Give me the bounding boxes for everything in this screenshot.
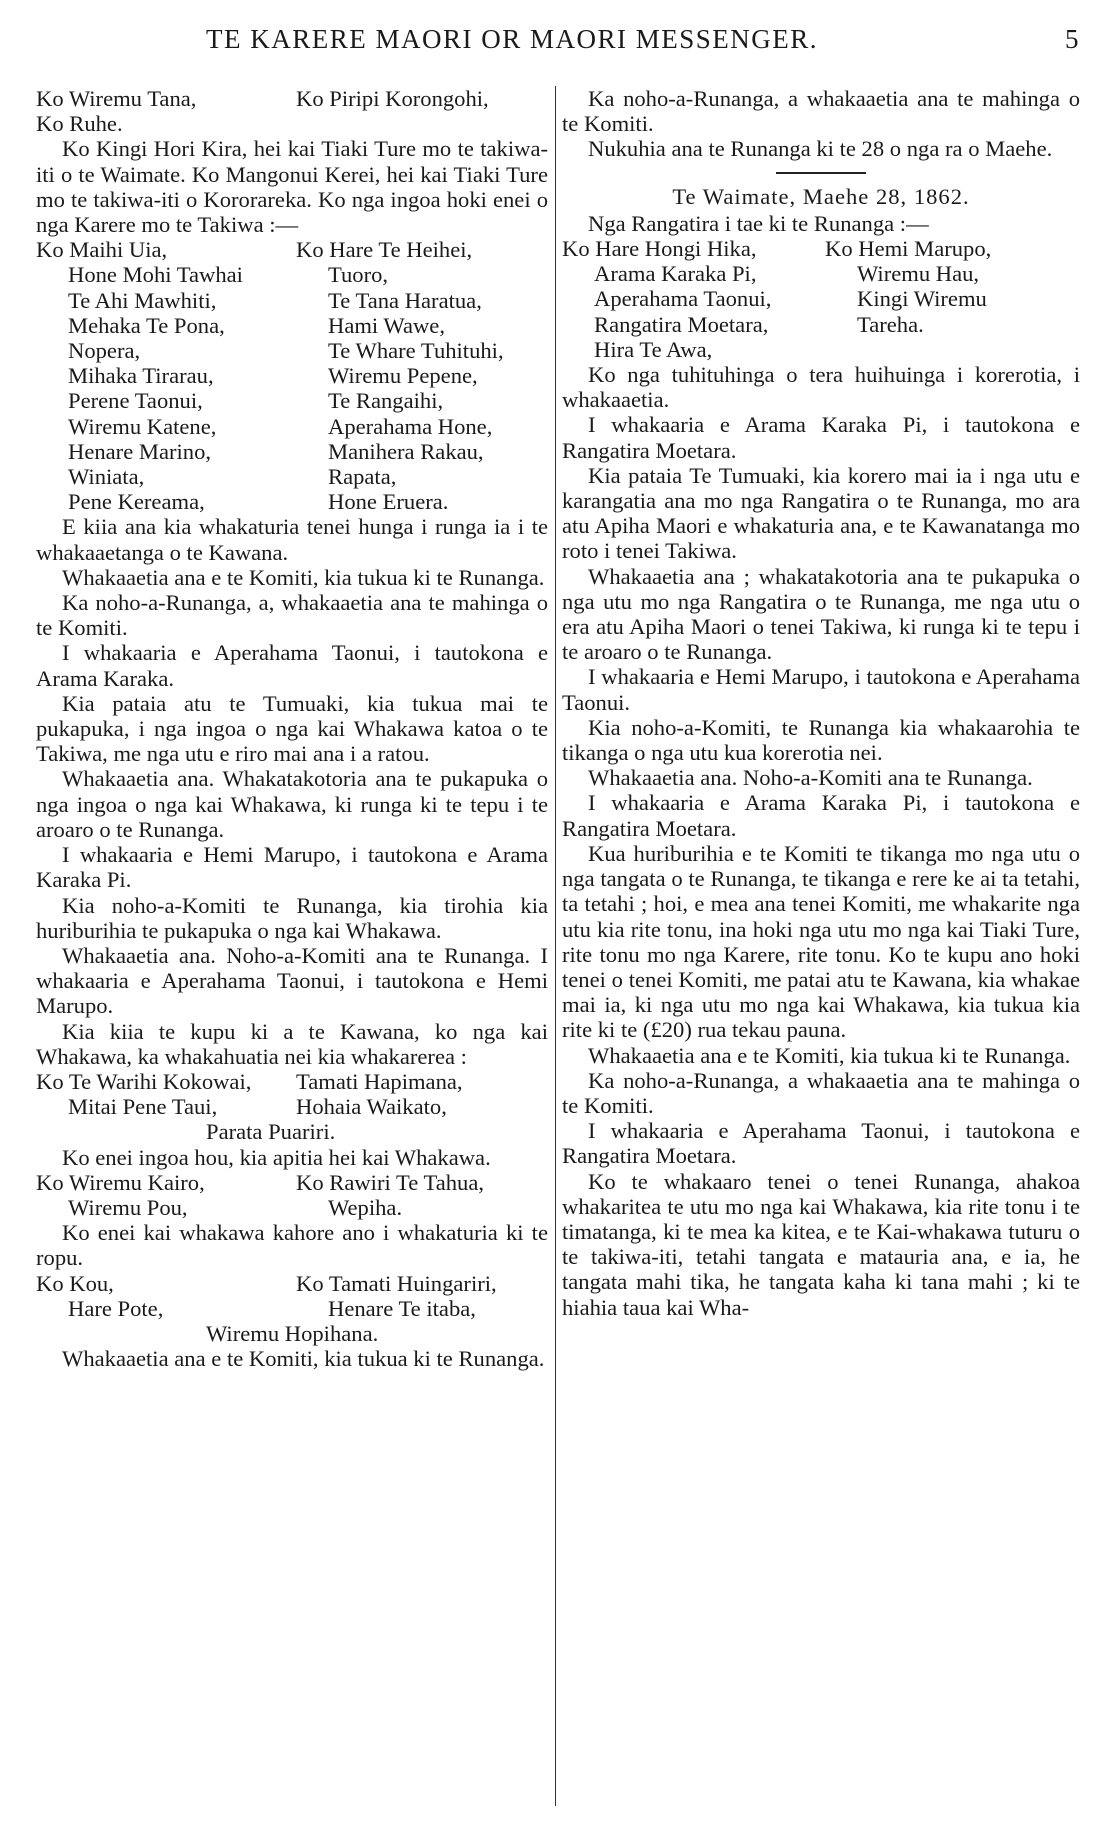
paragraph: Kua huriburihia e te Komiti te tikanga mo nga utu o nga tangata o te Runanga, te tikanga e rere ke ai ta tetahi, ta tetahi ; hoi, e mea ana tenei Komiti, me whakarite nga utu kia rite tonu, ina hoki nga utu mo nga kai Tiaki Ture, rite tonu mo nga Karere, rite tonu. Ko te kupu ano hoki tenei o tenei Komiti, me patai atu te Kawana, kia whakae mai ia, ki nga utu mo nga kai Whakawa, kia tukua kia rite ki te (£20) rua tekau pauna. [562,840,1080,1043]
paragraph: Kia noho-a-Komiti, te Runanga kia whakaarohia te tikanga o nga utu kua korerotia nei. [562,714,1080,766]
paragraph: I whakaaria e Arama Karaka Pi, i tautokona e Rangatira Moetara. [562,790,1080,841]
list-item: Ko Rawiri Te Tahua, [296,1169,485,1195]
running-header [36,24,1080,64]
paragraph: I whakaaria e Arama Karaka Pi, i tautokona e Rangatira Moetara. [562,412,1080,463]
list-item: Manihera Rakau, [328,438,484,464]
list-item: Te Rangaihi, [328,388,444,414]
list-item: Ko Hare Hongi Hika, [562,236,757,262]
list-item: Ko Hemi Marupo, [825,236,992,262]
list-item: Ko Wiremu Kairo, [36,1169,205,1195]
paragraph: Whakaaetia ana e te Komiti, kia tukua ki te Runanga. [62,1346,545,1372]
list-item: Ko Wiremu Tana, [36,86,197,111]
list-item: Hare Pote, [68,1295,164,1321]
paragraph: Ka noho-a-Runanga, a whakaaetia ana te mahinga o te Komiti. [562,1067,1080,1118]
list-item: Hira Te Awa, [594,336,713,362]
list-item: Wiremu Pepene, [328,363,478,389]
karere-names-list [36,237,548,514]
paragraph: Ka noho-a-Runanga, a, whakaaetia ana te mahinga o te Komiti. [36,590,548,641]
list-item: Ko Maihi Uia, [36,237,168,263]
list-item: Wepiha. [328,1194,403,1220]
paragraph: Kia noho-a-Komiti te Runanga, kia tirohia kia huriburihia te pukapuka o nga kai Whakawa. [36,892,548,943]
list-item: Pene Kereama, [68,489,205,515]
paragraph: E kiia ana kia whakaturia tenei hunga i runga ia i te whakaaetanga o te Kawana. [36,514,548,565]
paragraph: Whakaaetia ana ; whakatakotoria ana te pukapuka o nga utu mo nga Rangatira o te Runanga, me nga utu o era atu Apiha Maori o tenei Takiwa, ki runga ki te tepu i te aroaro o te Runanga. [562,563,1080,665]
paragraph: Ka noho-a-Runanga, a whakaaetia ana te mahinga o te Komiti. [562,86,1080,137]
list-item: Hone Mohi Tawhai [68,262,243,288]
paragraph: Nga Rangatira i tae ki te Runanga :— [588,210,929,236]
list-item: Tareha. [857,311,924,337]
list-item: Parata Puariri. [206,1119,336,1145]
list-item: Ko Ruhe. [36,111,123,137]
unappointed-judges-list [36,1271,548,1321]
paragraph: Whakaaetia ana e te Komiti, kia tukua ki te Runanga. [588,1042,1071,1068]
list-item: Ko Kou, [36,1270,114,1296]
paragraph: Whakaaetia ana e te Komiti, kia tukua ki te Runanga. [62,564,545,590]
list-item: Perene Taonui, [68,388,203,414]
list-item: Aperahama Hone, [328,413,493,439]
list-item: Nopera, [68,338,141,364]
paragraph: I whakaaria e Aperahama Taonui, i tautokona e Rangatira Moetara. [562,1118,1080,1169]
list-item: Wiremu Katene, [68,413,217,439]
list-item: Tuoro, [328,262,389,288]
attendees-list [562,236,1080,337]
paragraph: Ko te whakaaro tenei o tenei Runanga, ahakoa whakaritea te utu mo nga kai Whakawa, kia rite tonu i te timatanga, ki te mea ka kitea, e te Kai-whakawa tuturu o te takiwa-iti, tetahi tangata e matauria ana, e ia, he tangata mahi tika, he tangata kaha ki tana mahi ; ki te hiahia taua kai Wha- [562,1168,1080,1320]
paragraph: Nukuhia ana te Runanga ki te 28 o nga ra o Maehe. [588,136,1053,162]
paragraph: Ko enei ingoa hou, kia apitia hei kai Whakawa. [62,1144,491,1170]
list-item: Wiremu Pou, [68,1194,188,1220]
list-item: Ko Te Warihi Kokowai, [36,1068,252,1094]
paragraph: Whakaaetia ana. Noho-a-Komiti ana te Runanga. [588,765,1033,791]
list-item: Te Ahi Mawhiti, [68,287,217,313]
section-divider [776,172,866,174]
list-item: Rangatira Moetara, [594,311,769,337]
paragraph: Kia pataia Te Tumuaki, kia korero mai ia i nga utu e karangatia ana mo nga Rangatira o te Runanga, mo ara atu Apiha Maori e whakaturia ana, e te Kawanatanga mo roto i tenei Takiwa. [562,462,1080,564]
paragraph: I whakaaria e Hemi Marupo, i tautokona e Aperahama Taonui. [562,664,1080,715]
paragraph: Ko Kingi Hori Kira, hei kai Tiaki Ture mo te takiwa-iti o te Waimate. Ko Mangonui Kerei, hei kai Tiaki Ture mo te takiwa-iti o Kororareka. Ko nga ingoa hoki enei o nga Karere mo te Takiwa :— [36,136,548,238]
paragraph: Whakaaetia ana. Noho-a-Komiti ana te Runanga. I whakaaria e Aperahama Taonui, i tautokona e Hemi Marupo. [36,942,548,1019]
section-dateline: Te Waimate, Maehe 28, 1862. [672,183,970,209]
paragraph: Ko nga tuhituhinga o tera huihuinga i korerotia, i whakaaetia. [562,362,1080,413]
list-item: Henare Marino, [68,438,212,464]
list-item: Winiata, [68,464,145,490]
removed-judges-list [36,1069,548,1119]
newspaper-title: TE KARERE MAORI OR MAORI MESSENGER. [206,24,819,54]
paragraph: I whakaaria e Hemi Marupo, i tautokona e Arama Karaka Pi. [36,842,548,893]
paragraph: Kia pataia atu te Tumuaki, kia tukua mai te pukapuka, i nga ingoa o nga kai Whakawa katoa o te Takiwa, me nga utu e riro mai ana i a ratou. [36,690,548,767]
list-item: Ko Piripi Korongohi, [296,86,489,111]
list-item: Kingi Wiremu [857,286,987,312]
new-judges-list [36,1170,548,1220]
list-item: Mehaka Te Pona, [68,312,225,338]
list-item: Henare Te itaba, [328,1295,476,1321]
list-item: Mihaka Tirarau, [68,363,214,389]
list-item [296,111,548,136]
list-item: Mitai Pene Taui, [68,1094,218,1120]
page-number: 5 [1065,24,1080,54]
list-item: Rapata, [328,464,397,490]
list-item: Tamati Hapimana, [296,1068,463,1094]
list-item: Wiremu Hau, [857,261,980,287]
left-column [36,86,548,1806]
paragraph: Whakaaetia ana. Whakatakotoria ana te pukapuka o nga ingoa o nga kai Whakawa, ki runga ki te tepu i te aroaro o te Runanga. [36,766,548,842]
paragraph: Kia kiia te kupu ki a te Kawana, ko nga kai Whakawa, ka whakahuatia nei kia whakarerea : [36,1018,548,1069]
paragraph: Ko enei kai whakawa kahore ano i whakaturia ki te ropu. [36,1220,548,1271]
list-item: Ko Tamati Huingariri, [296,1270,497,1296]
list-item: Hohaia Waikato, [296,1094,447,1120]
list-item: Te Tana Haratua, [328,287,482,313]
list-item: Ko Hare Te Heihei, [296,237,473,263]
column-divider [555,86,556,1806]
names-list-top [36,86,548,136]
list-item: Hami Wawe, [328,312,445,338]
list-item: Wiremu Hopihana. [206,1320,379,1346]
right-column [562,86,1080,1806]
list-item: Aperahama Taonui, [594,286,772,312]
list-item: Te Whare Tuhituhi, [328,338,504,364]
paragraph: I whakaaria e Aperahama Taonui, i tautokona e Arama Karaka. [36,640,548,691]
list-item: Arama Karaka Pi, [594,261,757,287]
list-item: Hone Eruera. [328,489,449,515]
